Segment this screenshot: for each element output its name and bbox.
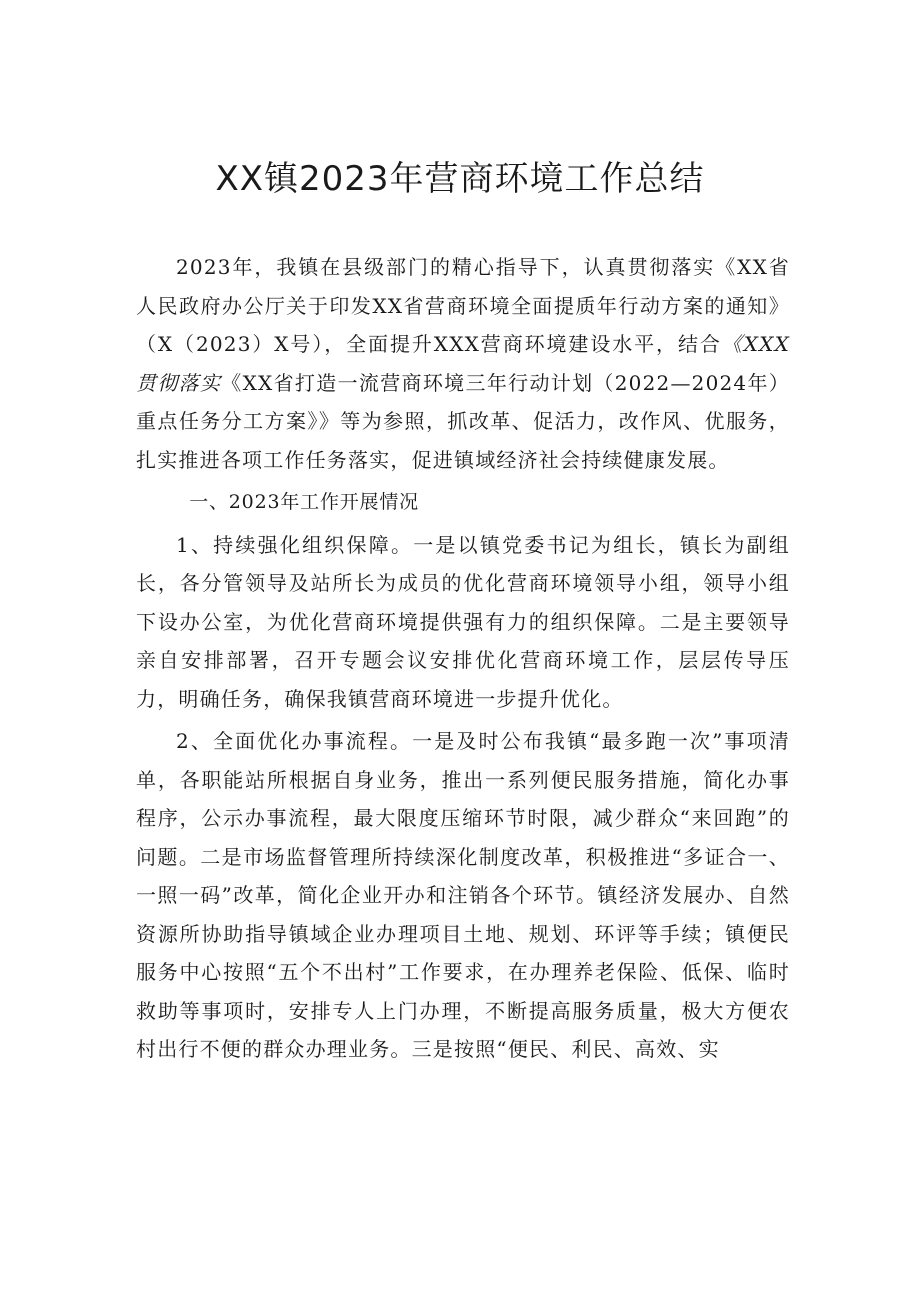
document-body (136, 248, 790, 1069)
intro-text-part1: 2023年，我镇在县级部门的精心指导下，认真贯彻落实《XX省人民政府办公厅关于印发XX省营商环境全面提质年行动方案的通知》（X（2023）X号），全面提升XXX营商环境建设水平，结合 (136, 255, 790, 356)
intro-text-italic: 《XXX贯彻落实 (136, 332, 791, 395)
section-heading: 一、2023年工作开展情况 (189, 491, 419, 513)
item-paragraph-1: 1、持续强化组织保障。一是以镇党委书记为组长，镇长为副组长，各分管领导及站所长为成员的优化营商环境领导小组，领导小组下设办公室，为优化营商环境提供强有力的组织保障。二是主要领导亲自安排部署，召开专题会议安排优化营商环境工作，层层传导压力，明确任务，确保我镇营商环境进一步提升优化。 (136, 532, 790, 711)
intro-paragraph (136, 248, 790, 479)
document-title: XX镇2023年营商环境工作总结 (215, 159, 705, 199)
item-paragraph-2: 2、全面优化办事流程。一是及时公布我镇“最多跑一次”事项清单，各职能站所根据自身业务，推出一系列便民服务措施，简化办事程序，公示办事流程，最大限度压缩环节时限，减少群众“来回跑”的问题。二是市场监督管理所持续深化制度改革，积极推进“多证合一、一照一码”改革，简化企业开办和注销各个环节。镇经济发展办、自然资源所协助指导镇域企业办理项目土地、规划、环评等手续；镇便民服务中心按照“五个不出村”工作要求，在办理养老保险、低保、临时救助等事项时，安排专人上门办理，不断提高服务质量，极大方便农村出行不便的群众办理业务。三是按照“便民、利民、高效、实 (136, 729, 790, 1061)
intro-text-part3: 《XX省打造一流营商环境三年行动计划（2022—2024年）重点任务分工方案》》等为参照，抓改革、促活力，改作风、优服务，扎实推进各项工作任务落实，促进镇域经济社会持续健康发展。 (136, 370, 790, 472)
